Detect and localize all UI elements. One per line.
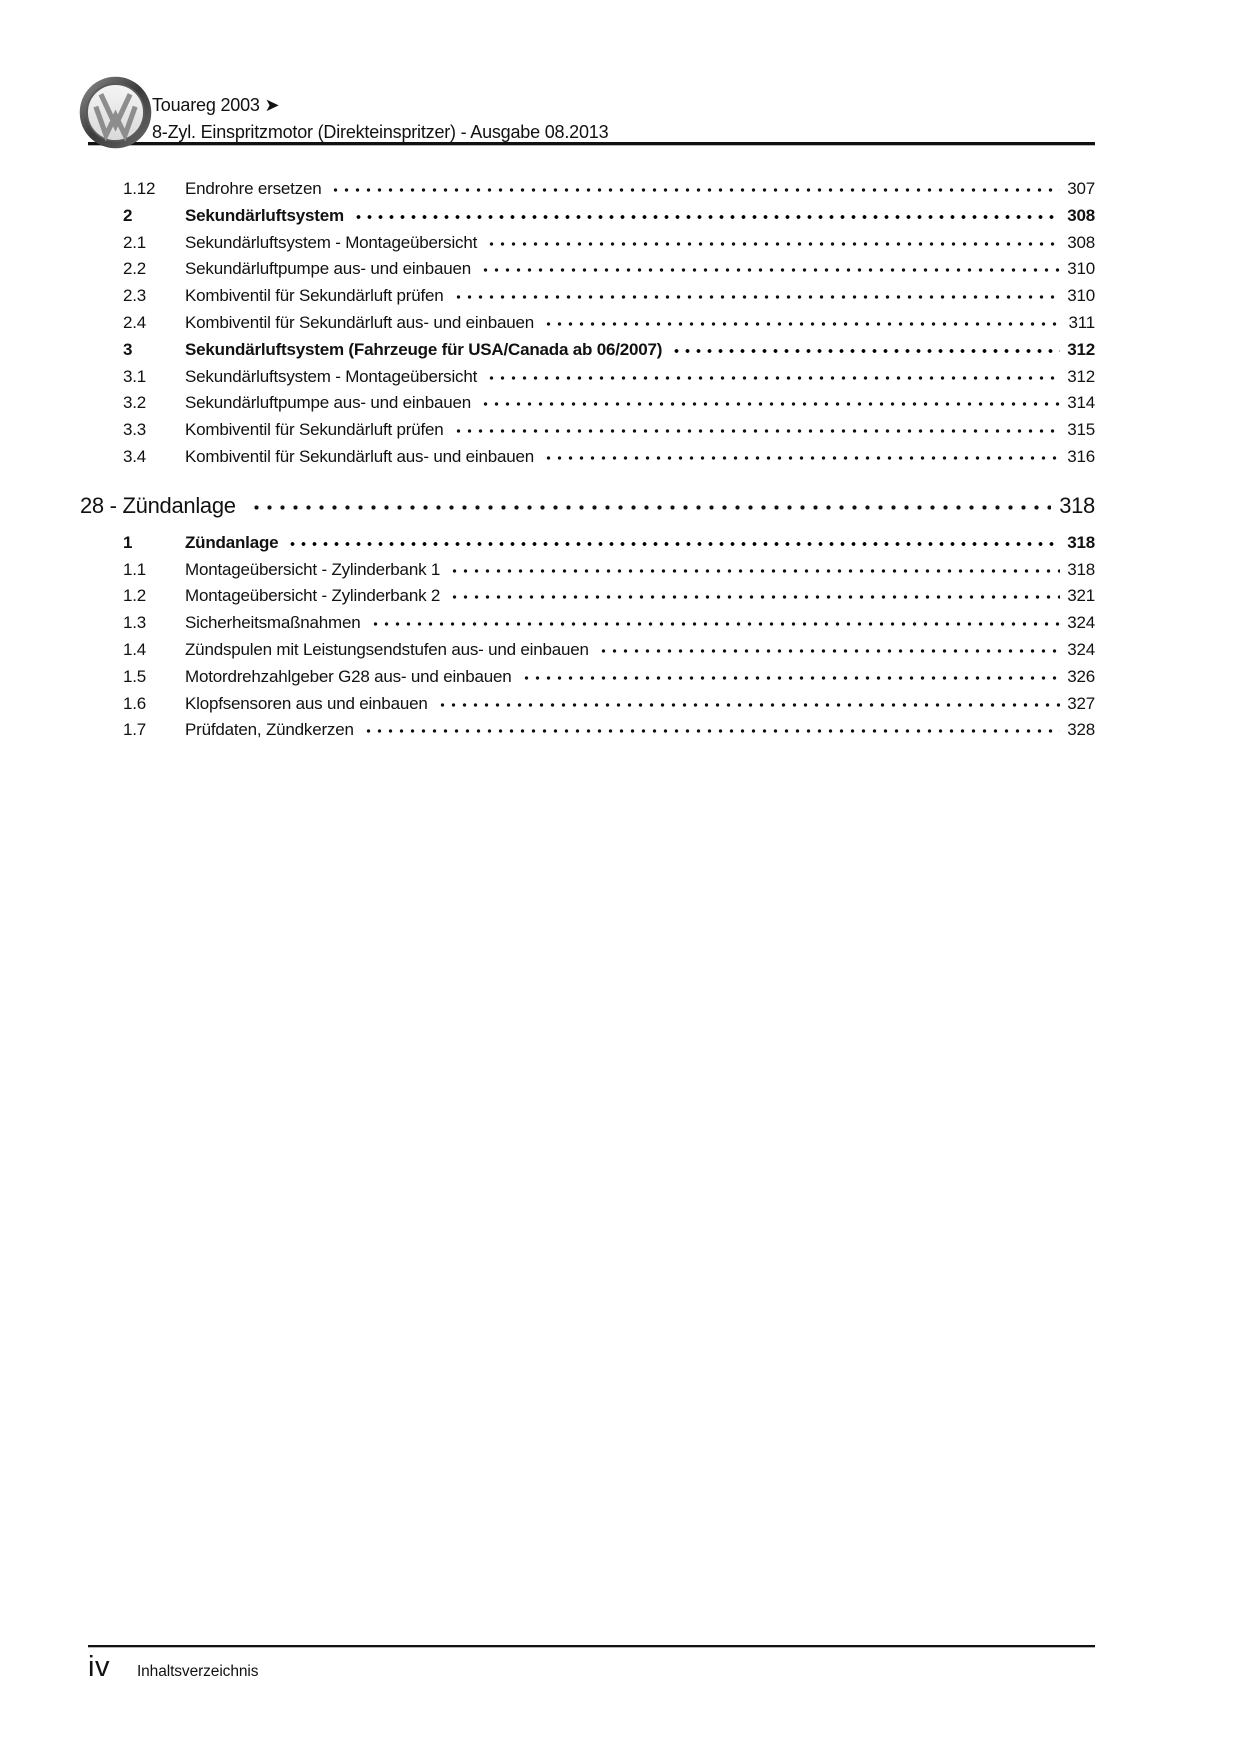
dot-leader [453, 283, 1061, 301]
toc-row[interactable] [88, 610, 1095, 637]
toc-entry-title: Sekundärluftsystem - Montageübersicht [185, 366, 478, 386]
toc-entry-title: Montageübersicht - Zylinderbank 2 [185, 586, 441, 606]
toc [80, 176, 1095, 744]
toc-entry-number: 3.4 [123, 446, 147, 466]
toc-entry-number: 2.2 [123, 259, 147, 279]
toc-entry-page: 308 [1067, 232, 1095, 252]
toc-entry-title: Kombiventil für Sekundärluft aus- und einbauen [185, 312, 534, 332]
toc-entry-page: 310 [1067, 286, 1095, 306]
footer-section-label: Inhaltsverzeichnis [136, 1663, 259, 1680]
toc-entry-title: Prüfdaten, Zündkerzen [185, 720, 354, 740]
toc-entry-number: 2.3 [123, 286, 147, 306]
dot-leader [449, 557, 1060, 575]
dot-leader [353, 203, 1060, 221]
toc-entry-title: Sekundärluftsystem - Montageübersicht [185, 232, 478, 252]
toc-entry-number: 1 [123, 532, 133, 552]
toc-entry-number: 1.2 [123, 586, 147, 606]
toc-entry-title: Sekundärluftpumpe aus- und einbauen [185, 393, 471, 413]
header-subtitle-line: 8-Zyl. Einspritzmotor (Direkteinspritzer) - Ausgabe 08.2013 [152, 122, 609, 142]
toc-row[interactable] [88, 583, 1095, 610]
toc-entry-page: 324 [1067, 639, 1095, 659]
toc-entry-number: 1.6 [123, 693, 147, 713]
toc-row[interactable] [88, 230, 1095, 257]
vw-logo-icon [79, 76, 152, 149]
dot-leader [543, 310, 1062, 328]
dot-leader [671, 337, 1060, 355]
toc-entry-number: 1.3 [123, 613, 147, 633]
toc-entry-title: Sicherheitsmaßnahmen [185, 613, 361, 633]
dot-leader [598, 637, 1060, 655]
toc-entry-title: Kombiventil für Sekundärluft prüfen [185, 420, 444, 440]
toc-chapter-page: 318 [1059, 492, 1095, 518]
toc-entry-number: 2.4 [123, 312, 147, 332]
dot-leader [480, 390, 1060, 408]
toc-row[interactable] [88, 176, 1095, 203]
toc-entry-title: Sekundärluftsystem [185, 205, 344, 225]
toc-entry-title: Klopfsensoren aus und einbauen [185, 693, 428, 713]
toc-entry-number: 1.1 [123, 559, 147, 579]
toc-row[interactable] [88, 283, 1095, 310]
toc-entry-title: Sekundärluftsystem (Fahrzeuge für USA/Canada ab 06/2007) [185, 339, 663, 359]
toc-entry-number: 3.3 [123, 420, 147, 440]
toc-entry-title: Montageübersicht - Zylinderbank 1 [185, 559, 441, 579]
toc-row[interactable] [88, 557, 1095, 584]
toc-row[interactable] [88, 256, 1095, 283]
toc-entry-number: 3 [123, 339, 133, 359]
dot-leader [480, 256, 1060, 274]
toc-row[interactable] [88, 337, 1095, 364]
toc-entry-page: 326 [1067, 666, 1095, 686]
toc-entry-title: Sekundärluftpumpe aus- und einbauen [185, 259, 471, 279]
toc-entry-page: 328 [1067, 720, 1095, 740]
toc-entry-title: Kombiventil für Sekundärluft aus- und einbauen [185, 446, 534, 466]
dot-leader [486, 364, 1060, 382]
toc-entry-title: Kombiventil für Sekundärluft prüfen [185, 286, 444, 306]
toc-row[interactable] [88, 637, 1095, 664]
dot-leader [486, 230, 1060, 248]
toc-row[interactable] [88, 310, 1095, 337]
header-model-line: Touareg 2003 ➤ [152, 95, 280, 115]
toc-entry-page: 321 [1067, 586, 1095, 606]
toc-row[interactable] [88, 444, 1095, 471]
toc-entry-number: 1.5 [123, 666, 147, 686]
toc-entry-page: 316 [1067, 446, 1095, 466]
toc-entry-title: Zündanlage [185, 532, 279, 552]
dot-leader [437, 691, 1061, 709]
toc-entry-page: 318 [1067, 559, 1095, 579]
toc-row[interactable] [88, 364, 1095, 391]
toc-chapter-row[interactable] [80, 490, 1095, 522]
footer-page-number: iv [88, 1651, 110, 1683]
dot-leader [287, 530, 1060, 548]
toc-entry-number: 3.2 [123, 393, 147, 413]
toc-row[interactable] [88, 530, 1095, 557]
footer-divider [88, 1645, 1095, 1648]
toc-row[interactable] [88, 417, 1095, 444]
toc-chapter-title: 28 - Zündanlage [80, 492, 236, 518]
toc-row[interactable] [88, 390, 1095, 417]
toc-entry-number: 2.1 [123, 232, 147, 252]
toc-entry-page: 307 [1067, 179, 1095, 198]
header-divider [88, 142, 1095, 146]
toc-row[interactable] [88, 717, 1095, 744]
toc-entry-number: 2 [123, 205, 133, 225]
header-title-block [152, 92, 608, 146]
toc-entry-number: 1.12 [123, 179, 156, 198]
dot-leader [330, 176, 1060, 194]
dot-leader [250, 491, 1051, 513]
dot-leader [363, 717, 1060, 735]
toc-entry-page: 315 [1067, 420, 1095, 440]
toc-entry-page: 308 [1067, 205, 1095, 225]
toc-entry-page: 314 [1067, 393, 1095, 413]
toc-entry-number: 1.7 [123, 720, 147, 740]
dot-leader [449, 583, 1060, 601]
footer-text [88, 1650, 258, 1684]
toc-entry-page: 318 [1067, 532, 1095, 552]
toc-entry-page: 312 [1067, 339, 1095, 359]
toc-entry-number: 1.4 [123, 639, 147, 659]
toc-entry-page: 311 [1068, 312, 1095, 332]
toc-entry-page: 327 [1067, 693, 1095, 713]
dot-leader [370, 610, 1061, 628]
toc-entry-page: 324 [1067, 613, 1095, 633]
toc-entry-page: 312 [1067, 366, 1095, 386]
toc-entry-title: Endrohre ersetzen [185, 179, 322, 198]
toc-entry-page: 310 [1067, 259, 1095, 279]
toc-row[interactable] [88, 203, 1095, 230]
dot-leader [543, 444, 1060, 462]
dot-leader [521, 664, 1061, 682]
toc-entry-title: Motordrehzahlgeber G28 aus- und einbauen [185, 666, 512, 686]
dot-leader [453, 417, 1061, 435]
toc-row[interactable] [88, 691, 1095, 718]
toc-entry-number: 3.1 [123, 366, 147, 386]
toc-entry-title: Zündspulen mit Leistungsendstufen aus- und einbauen [185, 639, 589, 659]
toc-row[interactable] [88, 664, 1095, 691]
